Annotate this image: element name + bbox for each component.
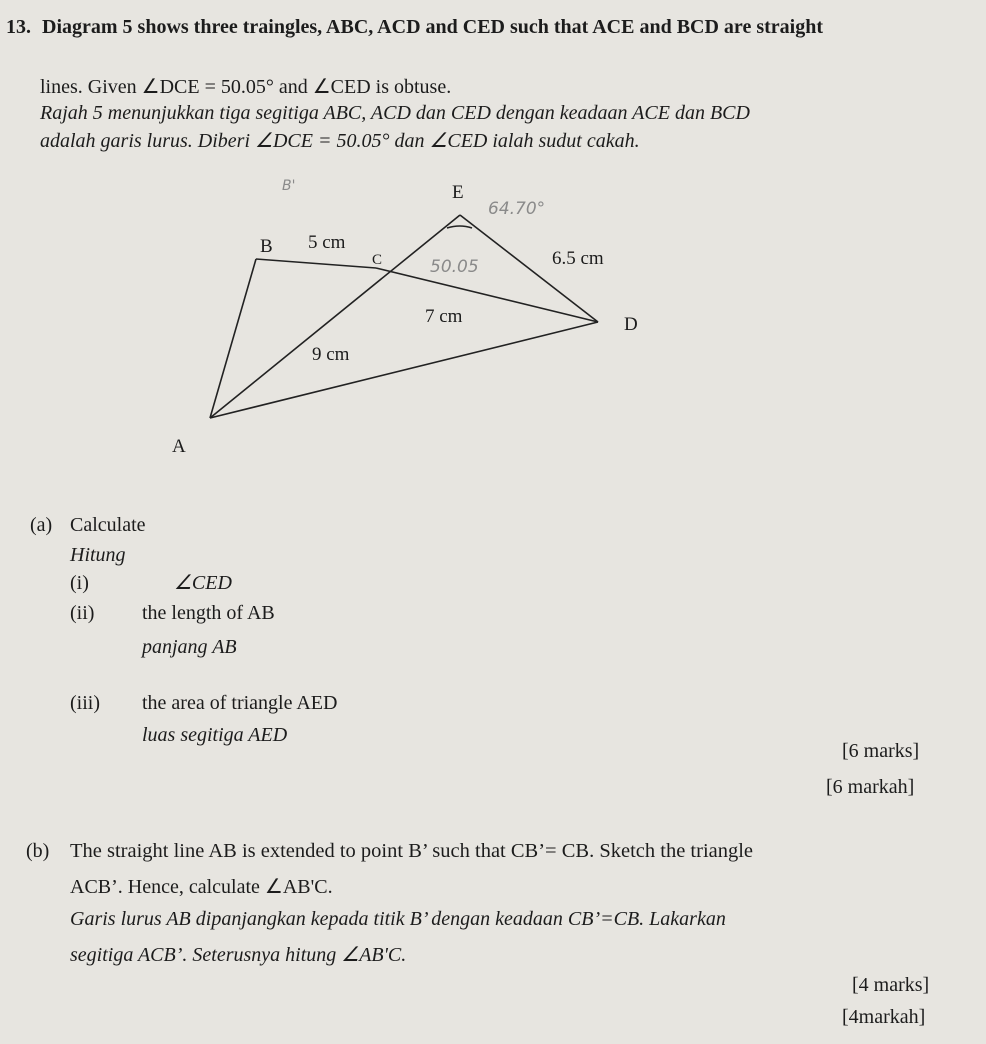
point-e-label: E (452, 182, 464, 203)
question-ms-line1: Rajah 5 menunjukkan tiga segitiga ABC, ACD dan CED dengan keadaan ACE dan BCD (40, 102, 750, 124)
point-b-label: B (260, 236, 273, 257)
part-a-title-ms: Hitung (70, 544, 126, 566)
part-a-iii-ms: luas segitiga AED (142, 724, 288, 746)
part-a-ii-num: (ii) (70, 602, 95, 624)
line-cd (376, 268, 598, 322)
question-en-line1: Diagram 5 shows three traingles, ABC, ACD and CED such that ACE and BCD are straight (42, 16, 823, 38)
question-ms-line2: adalah garis lurus. Diberi ∠DCE = 50.05° dan ∠CED ialah sudut cakah. (40, 130, 640, 152)
part-b-ms-line2: segitiga ACB’. Seterusnya hitung ∠AB'C. (70, 944, 407, 966)
part-b-marks-ms: [4markah] (842, 1006, 926, 1028)
handwritten-angle-c: 50.05 (430, 257, 479, 277)
part-b-ms-line1: Garis lurus AB dipanjangkan kepada titik B’ dengan keadaan CB’=CB. Lakarkan (70, 908, 726, 930)
part-b-marks-en: [4 marks] (852, 974, 930, 996)
diagram-5 (0, 160, 986, 470)
handwritten-b-prime: B' (282, 178, 296, 194)
part-a-i-text: ∠CED (174, 572, 232, 594)
angle-arc-e (447, 226, 472, 228)
part-a-iii-num: (iii) (70, 692, 100, 714)
point-c-label: C (372, 252, 383, 268)
part-b-en-line1: The straight line AB is extended to point B’ such that CB’= CB. Sketch the triangle (70, 840, 754, 862)
length-cd: 7 cm (425, 306, 463, 327)
part-a-iii-en: the area of triangle AED (142, 692, 338, 714)
point-a-label: A (172, 436, 186, 457)
line-ab (210, 259, 256, 418)
part-a-marks-en: [6 marks] (842, 740, 920, 762)
question-en-line2: lines. Given ∠DCE = 50.05° and ∠CED is obtuse. (40, 76, 452, 98)
length-bc: 5 cm (308, 232, 346, 253)
part-a-title-en: Calculate (70, 514, 146, 536)
part-b-en-line2: ACB’. Hence, calculate ∠AB'C. (70, 876, 333, 898)
handwritten-angle-e: 64.70° (488, 199, 546, 219)
part-a-label: (a) (30, 514, 53, 536)
question-number: 13. (6, 16, 31, 38)
point-d-label: D (624, 314, 638, 335)
part-a-marks-ms: [6 markah] (826, 776, 915, 798)
part-b-label: (b) (26, 840, 50, 862)
part-a-ii-en: the length of AB (142, 602, 275, 624)
part-a-ii-ms: panjang AB (142, 636, 237, 658)
part-a-i-num: (i) (70, 572, 89, 594)
line-bc (256, 259, 376, 268)
length-ac: 9 cm (312, 344, 350, 365)
length-ed: 6.5 cm (552, 248, 604, 269)
